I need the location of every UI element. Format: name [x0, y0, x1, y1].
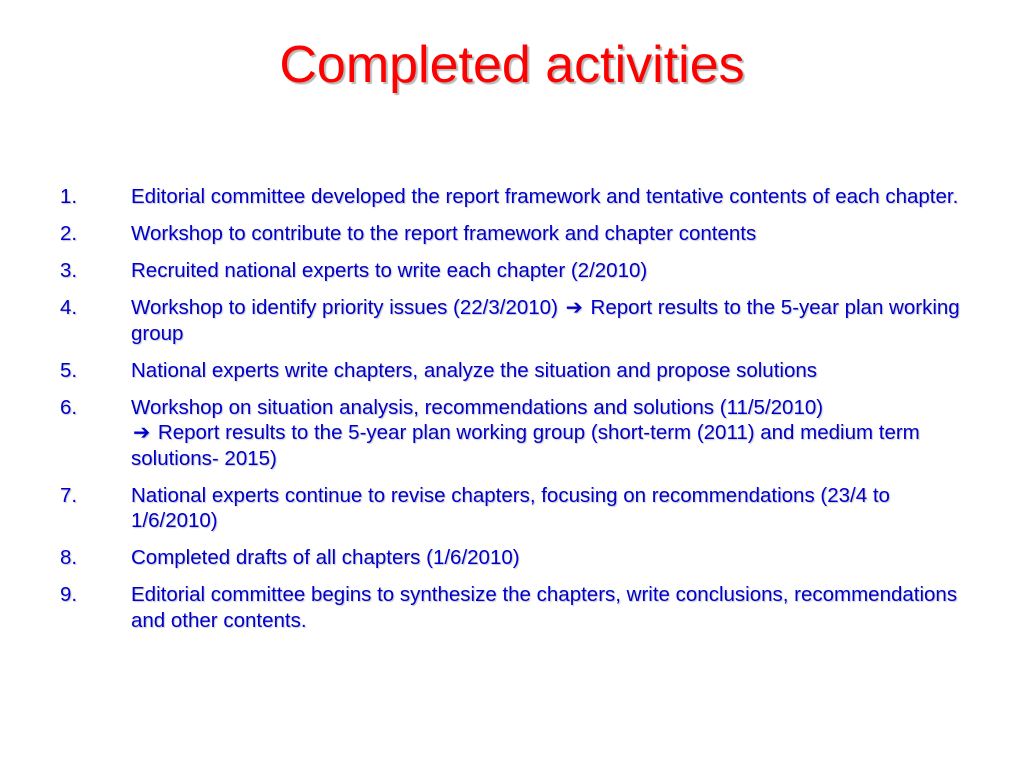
item-number: 9. [60, 583, 78, 606]
list-item [60, 221, 960, 247]
list-item [60, 395, 960, 472]
item-number: 3. [60, 259, 78, 282]
list-item [60, 184, 960, 210]
slide-title: Completed activities [279, 36, 745, 94]
list-item [60, 358, 960, 384]
item-text-after: Report results to the 5-year plan working group [131, 296, 960, 345]
list-item [60, 582, 960, 633]
item-text: Workshop to contribute to the report framework and chapter contents [131, 222, 757, 245]
item-text [131, 295, 960, 346]
list-item [60, 258, 960, 284]
item-text-after: Report results to the 5-year plan working group (short-term (2011) and medium term solutions- 2015) [131, 421, 920, 470]
right-arrow-icon: ➔ [133, 420, 151, 444]
item-text: Editorial committee developed the report framework and tentative contents of each chapter. [131, 185, 959, 208]
item-number: 8. [60, 546, 78, 569]
item-text-before: Workshop on situation analysis, recommendations and solutions (11/5/2010) [131, 395, 824, 419]
item-number: 2. [60, 222, 78, 245]
item-number: 6. [60, 395, 78, 419]
item-number: 7. [60, 483, 78, 507]
item-text-before: Workshop to identify priority issues (22/3/2010) [131, 296, 558, 319]
item-number: 5. [60, 358, 78, 382]
item-text: Editorial committee begins to synthesize the chapters, write conclusions, recommendations and other contents. [131, 583, 958, 632]
item-number: 4. [60, 296, 78, 319]
item-text: National experts write chapters, analyze the situation and propose solutions [131, 358, 818, 382]
activities-list [60, 184, 960, 645]
right-arrow-icon: ➔ [565, 295, 583, 319]
list-item [60, 545, 960, 571]
item-text: National experts continue to revise chapters, focusing on recommendations (23/4 to 1/6/2010) [131, 483, 890, 532]
list-item [60, 483, 960, 534]
item-text: Recruited national experts to write each chapter (2/2010) [131, 259, 648, 282]
item-text [131, 395, 960, 472]
item-text: Completed drafts of all chapters (1/6/2010) [131, 546, 520, 569]
list-item [60, 295, 960, 346]
item-number: 1. [60, 185, 78, 208]
